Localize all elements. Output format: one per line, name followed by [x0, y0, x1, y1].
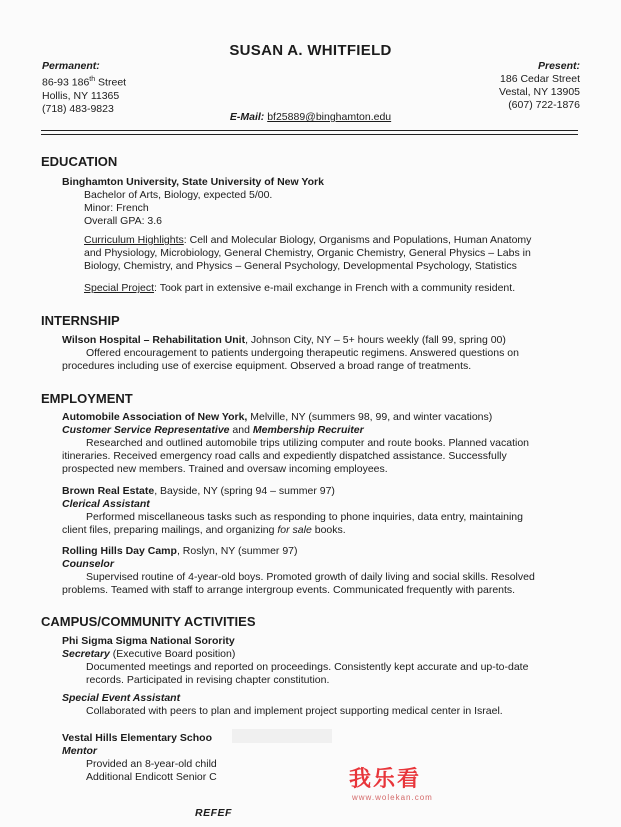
- job2-role: Clerical Assistant: [62, 498, 150, 510]
- internship-desc-2: procedures including use of exercise equipment. Observed a broad range of treatments.: [62, 360, 472, 372]
- activities-heading: CAMPUS/COMMUNITY ACTIVITIES: [41, 614, 256, 629]
- education-degree: Bachelor of Arts, Biology, expected 5/00.: [84, 189, 273, 201]
- job1-desc-1: Researched and outlined automobile trips utilizing computer and route books. Planned vacation: [86, 437, 530, 449]
- references-line: REFEF: [195, 807, 232, 819]
- job2-desc-1: Performed miscellaneous tasks such as responding to phone inquiries, data entry, maintaining: [86, 511, 523, 523]
- job1-org: Automobile Association of New York, Melville, NY (summers 98, 99, and winter vacations): [62, 411, 493, 423]
- present-label: Present:: [537, 60, 580, 72]
- activity2-role: Special Event Assistant: [62, 692, 181, 704]
- present-street: 186 Cedar Street: [500, 73, 580, 85]
- permanent-address: [42, 60, 126, 116]
- permanent-street: 86-93 186th Street: [42, 76, 127, 89]
- education-highlights-1: Curriculum Highlights: Cell and Molecular Biology, Organisms and Populations, Human Anatomy: [84, 234, 532, 246]
- present-city: Vestal, NY 13905: [499, 86, 580, 98]
- education-school: Binghamton University, State University of New York: [62, 176, 324, 188]
- activity3-desc-1: Provided an 8-year-old child: [86, 758, 217, 770]
- education-heading: EDUCATION: [41, 154, 118, 169]
- education-special-project: Special Project: Took part in extensive e-mail exchange in French with a community resident.: [84, 282, 516, 294]
- activity2-desc: Collaborated with peers to plan and implement project supporting medical center in Israel.: [86, 705, 503, 717]
- permanent-label: Permanent:: [42, 60, 100, 72]
- email-label: E-Mail:: [229, 111, 265, 123]
- job3-desc-2: problems. Teamed with staff to arrange intergroup events. Communicated frequently with parents.: [62, 584, 516, 596]
- activity1-role: Secretary (Executive Board position): [62, 648, 236, 660]
- permanent-city: Hollis, NY 11365: [42, 89, 120, 102]
- job3-role: Counselor: [62, 558, 114, 570]
- email-link[interactable]: bf25889@binghamton.edu: [267, 111, 392, 123]
- internship-heading: INTERNSHIP: [41, 313, 120, 328]
- job2-desc-2: client files, preparing mailings, and organizing for sale books.: [62, 524, 346, 536]
- activity3-desc-2: Additional Endicott Senior C: [86, 771, 217, 783]
- present-address: [499, 60, 580, 112]
- education-minor: Minor: French: [84, 202, 149, 214]
- permanent-phone: (718) 483-9823: [42, 102, 114, 115]
- applicant-name: SUSAN A. WHITFIELD: [229, 42, 392, 59]
- present-phone: (607) 722-1876: [508, 99, 580, 111]
- watermark-url: www.wolekan.com: [352, 793, 433, 802]
- job1-desc-3: prospected new members. Trained and oversaw incoming employees.: [62, 463, 388, 475]
- activity3-org: Vestal Hills Elementary Schoo: [62, 732, 212, 744]
- activity3-role: Mentor: [62, 745, 97, 757]
- watermark-logo: 我乐看: [349, 766, 422, 791]
- employment-heading: EMPLOYMENT: [41, 391, 133, 406]
- email-line: [0, 111, 621, 123]
- activity1-org: Phi Sigma Sigma National Sorority: [62, 635, 235, 647]
- job2-org: Brown Real Estate, Bayside, NY (spring 94 – summer 97): [62, 485, 335, 497]
- activity1-desc-2: records. Participated in revising chapter constitution.: [86, 674, 330, 686]
- education-highlights-2: and Physiology, Microbiology, General Chemistry, Organic Chemistry, General Physics – Labs in: [84, 247, 531, 259]
- job1-desc-2: itineraries. Received emergency road calls and expediently dispatched assistance. Successfully: [62, 450, 507, 462]
- internship-org: Wilson Hospital – Rehabilitation Unit, Johnson City, NY – 5+ hours weekly (fall 99, spring 00): [62, 334, 506, 346]
- smudge-mark: [232, 729, 332, 743]
- internship-desc-1: Offered encouragement to patients undergoing therapeutic regimens. Answered questions on: [86, 347, 519, 359]
- education-highlights-3: Biology, Chemistry, and Physics – General Psychology, Developmental Psychology, Statistics: [84, 260, 517, 272]
- job3-org: Rolling Hills Day Camp, Roslyn, NY (summer 97): [62, 545, 298, 557]
- header-divider-thin: [41, 134, 578, 135]
- activity1-desc-1: Documented meetings and reported on proceedings. Consistently kept accurate and up-to-date: [86, 661, 529, 673]
- job1-role: Customer Service Representative and Membership Recruiter: [62, 424, 364, 436]
- education-gpa: Overall GPA: 3.6: [84, 215, 163, 227]
- job3-desc-1: Supervised routine of 4-year-old boys. Promoted growth of daily living and social skills. Resolved: [86, 571, 535, 583]
- header-divider-thick: [41, 130, 578, 131]
